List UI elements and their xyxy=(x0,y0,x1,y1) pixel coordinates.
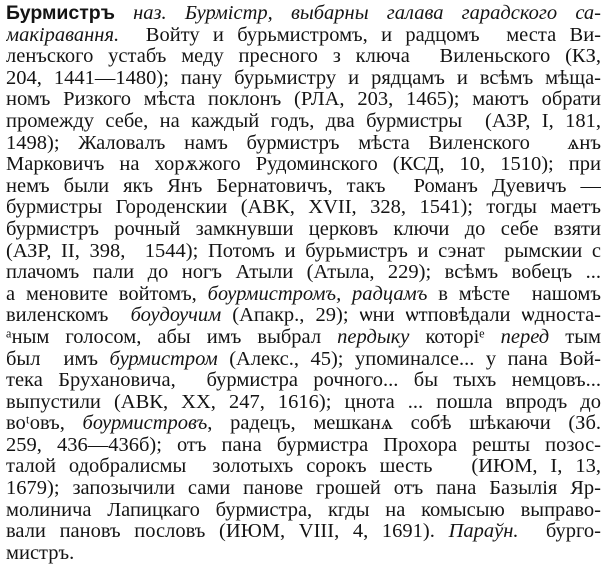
entry-line xyxy=(6,241,601,263)
text-segment: (АЗР, II, 398, 1544); Потомъ и бурьмистръ и сэнат рымскии с xyxy=(6,240,601,262)
entry-first-line xyxy=(6,3,601,25)
entry-line xyxy=(6,284,601,306)
entry-line xyxy=(6,435,601,457)
text-segment: бурмистръ рочный замкнувши церковъ ключи до себе взяти xyxy=(6,218,601,240)
text-segment: талой одобралисмы золотыхъ сорокъ шесть (ИЮМ, I, 13, xyxy=(6,456,601,478)
italic-text-segment: боудѹчим xyxy=(130,305,222,327)
text-segment: Войту и бурьмистромъ, и радцомъ места Ви- xyxy=(119,24,601,46)
entry-line xyxy=(6,89,601,111)
text-segment: молинича Лапицкаго бурмистра, кгды на комысыю выправо- xyxy=(6,499,601,521)
italic-text-segment: бѹрмистровъ xyxy=(82,413,208,435)
text-segment: которіᵉ xyxy=(409,326,501,348)
text-segment: вали пановъ пословъ (ИЮМ, VIII, 4, 1691). xyxy=(6,521,449,543)
text-segment: Марковичъ на хорѫжого Рудоминского (КСД, 10, 1510); при xyxy=(6,154,601,176)
italic-text-segment: Параўн. xyxy=(448,521,519,543)
entry-line xyxy=(6,176,601,198)
text-segment: виленскомъ xyxy=(6,305,131,327)
dictionary-entry xyxy=(6,3,601,564)
text-segment: немъ были якъ Янъ Бернатовичъ, такъ Романъ Дуевичъ — xyxy=(6,175,601,197)
headword: Бурмистръ xyxy=(6,3,115,24)
entry-line xyxy=(6,543,601,564)
entry-line xyxy=(6,46,601,68)
italic-text-segment: пердыку xyxy=(337,326,410,348)
text-segment: 259, 436—436б); отъ пана бурмистра Прохора решты позос- xyxy=(6,434,601,456)
entry-line xyxy=(6,370,601,392)
entry-line xyxy=(6,327,601,349)
text-segment: а меновите войтомъ, xyxy=(6,283,208,305)
entry-line xyxy=(6,219,601,241)
text-segment: 1498); Жаловалъ намъ бурмистръ мѣста Виленского ѧнъ xyxy=(6,132,601,154)
text-segment: бурмистры Городенскии (АВК, XVII, 328, 1541); тогды маетъ xyxy=(6,197,601,219)
entry-line xyxy=(6,154,601,176)
entry-line xyxy=(6,111,601,133)
text-segment: выпустили (АВК, XX, 247, 1616); цнота ... пошла впродъ до xyxy=(6,391,601,413)
entry-line xyxy=(6,392,601,414)
entry-line xyxy=(6,521,601,543)
text-segment: тека Брухановича, бурмистра рочного... бы тыхъ немцовъ... xyxy=(6,370,601,392)
text-segment: 1679); запозычили сами панове грошей отъ пана Базылія Яр- xyxy=(6,478,601,500)
text-segment: номъ Ризкого мѣста поклонъ (РЛА, 203, 1465); маютъ обрати xyxy=(6,89,601,111)
text-segment: мистръ. xyxy=(6,542,75,564)
entry-line xyxy=(6,500,601,522)
text-segment: , радецъ, мешканѧ собѣ шѣкаючи (Зб. xyxy=(207,413,601,435)
text-segment: был имъ xyxy=(6,348,110,370)
entry-line xyxy=(6,305,601,327)
text-segment: (Алекс., 45); упоминалсе... у пана Вой- xyxy=(217,348,601,370)
text-segment: (Апакр., 29); ѡни ѡтповѣдали ѡдноста- xyxy=(221,305,601,327)
entry-line xyxy=(6,197,601,219)
entry-line xyxy=(6,133,601,155)
text-segment: промежду себе, на каждый годъ, два бурмистры (АЗР, I, 181, xyxy=(6,110,601,132)
text-segment: ленъского устабъ меду пресного з ключа Виленьского (КЗ, xyxy=(6,46,601,68)
italic-text-segment: бѹрмистромъ, радцамъ xyxy=(207,283,428,305)
italic-text-segment: бурмистром xyxy=(109,348,218,370)
text-segment: тым xyxy=(549,326,601,348)
italic-text-segment: перед xyxy=(500,326,550,348)
entry-line xyxy=(6,262,601,284)
entry-line xyxy=(6,413,601,435)
text-segment: ᵃным голосом, абы имъ выбрал xyxy=(6,326,338,348)
entry-line xyxy=(6,349,601,371)
text-segment: 204, 1441—1480); пану бурьмистру и рядцамъ и всѣмъ мѣща- xyxy=(6,67,601,89)
entry-line xyxy=(6,456,601,478)
entry-line xyxy=(6,25,601,47)
italic-text-segment: макіравання. xyxy=(6,24,120,46)
entry-line xyxy=(6,68,601,90)
text-segment: в мѣсте нашомъ xyxy=(427,283,601,305)
text-segment: плачомъ пали до ногъ Атыли (Атыла, 229); всѣмъ вобецъ ... xyxy=(6,262,601,284)
entry-line xyxy=(6,478,601,500)
text-segment: бурго- xyxy=(518,521,601,543)
text-segment: воᵗовъ, xyxy=(6,413,83,435)
italic-text-segment: наз. Бурмістр, выбарны галава гарадского са- xyxy=(114,3,601,24)
